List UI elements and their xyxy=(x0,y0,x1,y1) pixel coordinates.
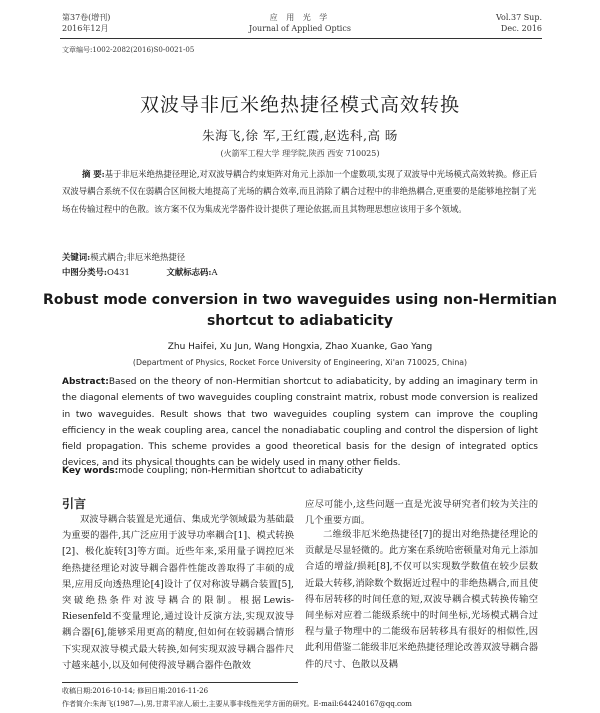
abstract-en-text: Based on the theory of non-Hermitian shortcut to adiabaticity, by adding an imaginary term in the diagonal elements of two waveguides coupling constraint matrix, robust mode conversion is realized in two waveguides. Result shows that two waveguides coupling system can improve the coupling efficiency in the weak coupling area, cancel the nonadiabatic coupling and control the dispersion of light field propagation. This scheme provides a good theoretical basis for the design of integrated optics devices, and its physical thoughts can be widely used in many other fields. xyxy=(62,377,538,469)
keywords-en-label: Key words: xyxy=(62,466,119,476)
abstract-en-label: Abstract: xyxy=(62,377,109,387)
keywords-cn xyxy=(62,251,185,263)
volume-issue: 第37卷(增刊) xyxy=(62,13,111,22)
article-number: 文章编号:1002-2082(2016)S0-0021-05 xyxy=(62,46,195,54)
abstract-cn-text: 基于非厄米绝热捷径理论,对双波导耦合约束矩阵对角元上添加一个虚数项,实现了双波导中光场模式高效转换。修正后双波导耦合系统不仅在弱耦合区间极大地提高了光场的耦合效率,而且消除了耦合过程中的非绝热耦合,更重要的是能够地控制了光场在传输过程中的色散。该方案不仅为集成光学器件设计提供了理论依据,而且其物理思想应该用于多个领域。 xyxy=(62,169,538,214)
clc-number: 中图分类号:O431 xyxy=(62,267,130,277)
title-cn: 双波导非厄米绝热捷径模式高效转换 xyxy=(139,94,460,116)
keywords-en xyxy=(62,466,363,476)
doc-code: 文献标志码:A xyxy=(166,267,218,277)
intro-column-left: 双波导耦合装置是光通信、集成光学领域最为基础最为重要的器件,其广泛应用于波导功率耦合[1]、模式转换[2]、极化旋转[3]等方面。近些年来,采用量子调控厄米绝热捷径理论对波导耦合器件性能改善取得了丰硕的成果,应用反向透热理论[4]设计了仅对称波导耦合装置[5],突破绝热条件对波导耦合的限制。根据Lewis-Riesenfeld不变量理论,通过设计反演方法,实现双波导耦合器[6],能够采用更高的精度,但如何在较弱耦合情形下实现双波导模式最大转换,如何实现双波导耦合器件尺寸越来越小,以及如何使得波导耦合器件色散效 xyxy=(62,514,294,671)
authors-en: Zhu Haifei, Xu Jun, Wang Hongxia, Zhao Xuanke, Gao Yang xyxy=(167,342,433,352)
keywords-cn-text: 模式耦合;非厄米绝热捷径 xyxy=(90,252,186,262)
title-en-line2: shortcut to adiabaticity xyxy=(206,313,394,329)
section-heading-intro: 引言 xyxy=(62,497,87,511)
authors-cn: 朱海飞,徐 军,王红霞,赵选科,高 旸 xyxy=(202,128,398,143)
intro-column-right-continuation: 应尽可能小,这些问题一直是光波导研究者们较为关注的几个重要方面。 xyxy=(305,499,538,527)
affiliation-cn: (火箭军工程大学 理学院,陕西 西安 710025) xyxy=(220,149,380,158)
header-rule xyxy=(60,38,542,39)
footnote-rule xyxy=(62,682,298,683)
title-en xyxy=(0,290,600,332)
abstract-cn-label: 摘 要: xyxy=(82,169,105,179)
issue-date: 2016年12月 xyxy=(62,24,109,33)
intro-column-right: 二维级非厄米绝热捷径[7]的提出对绝热捷径理论的贡献是尽显轻微的。此方案在系统哈密顿量对角元上添加合适的增益/损耗[8],不仅可以实现数学数值在较少层数近最大转移,消除数个数据近过程中的非绝热耦合,而且使得布居转移的时间任意的短,双波导耦合模式转换传输空间坐标对应着二能级系统中的时间坐标,光场模式耦合过程与量子物理中的二能级布居转移具有很好的相似性,因此利用借鉴二能级非厄米绝热捷径理论改善双波导耦合器件的尺寸、色散以及耦 xyxy=(305,529,538,670)
abstract-cn xyxy=(62,166,542,218)
classification-cn xyxy=(62,266,252,278)
title-en-line1: Robust mode conversion in two waveguides using non-Hermitian xyxy=(43,292,557,308)
footnote-dates: 收稿日期:2016-10-14; 修回日期:2016-11-26 xyxy=(62,687,209,695)
volume-en: Vol.37 Sup. xyxy=(496,13,542,22)
keywords-en-text: mode coupling; non-Hermitian shortcut to adiabaticity xyxy=(118,466,364,476)
journal-name-cn: 应 用 光 学 xyxy=(269,13,331,22)
keywords-cn-label: 关键词: xyxy=(62,252,91,262)
date-en: Dec. 2016 xyxy=(500,24,542,33)
footnote-author: 作者简介:朱海飞(1987—),男,甘肃平凉人,硕士,主要从事非线性光学方面的研究。E-mail:644240167@qq.com xyxy=(62,700,412,708)
affiliation-en: (Department of Physics, Rocket Force University of Engineering, Xi'an 710025, China) xyxy=(132,358,468,367)
journal-name-en: Journal of Applied Optics xyxy=(249,24,351,33)
abstract-en xyxy=(62,374,538,472)
running-header-right xyxy=(496,12,542,34)
